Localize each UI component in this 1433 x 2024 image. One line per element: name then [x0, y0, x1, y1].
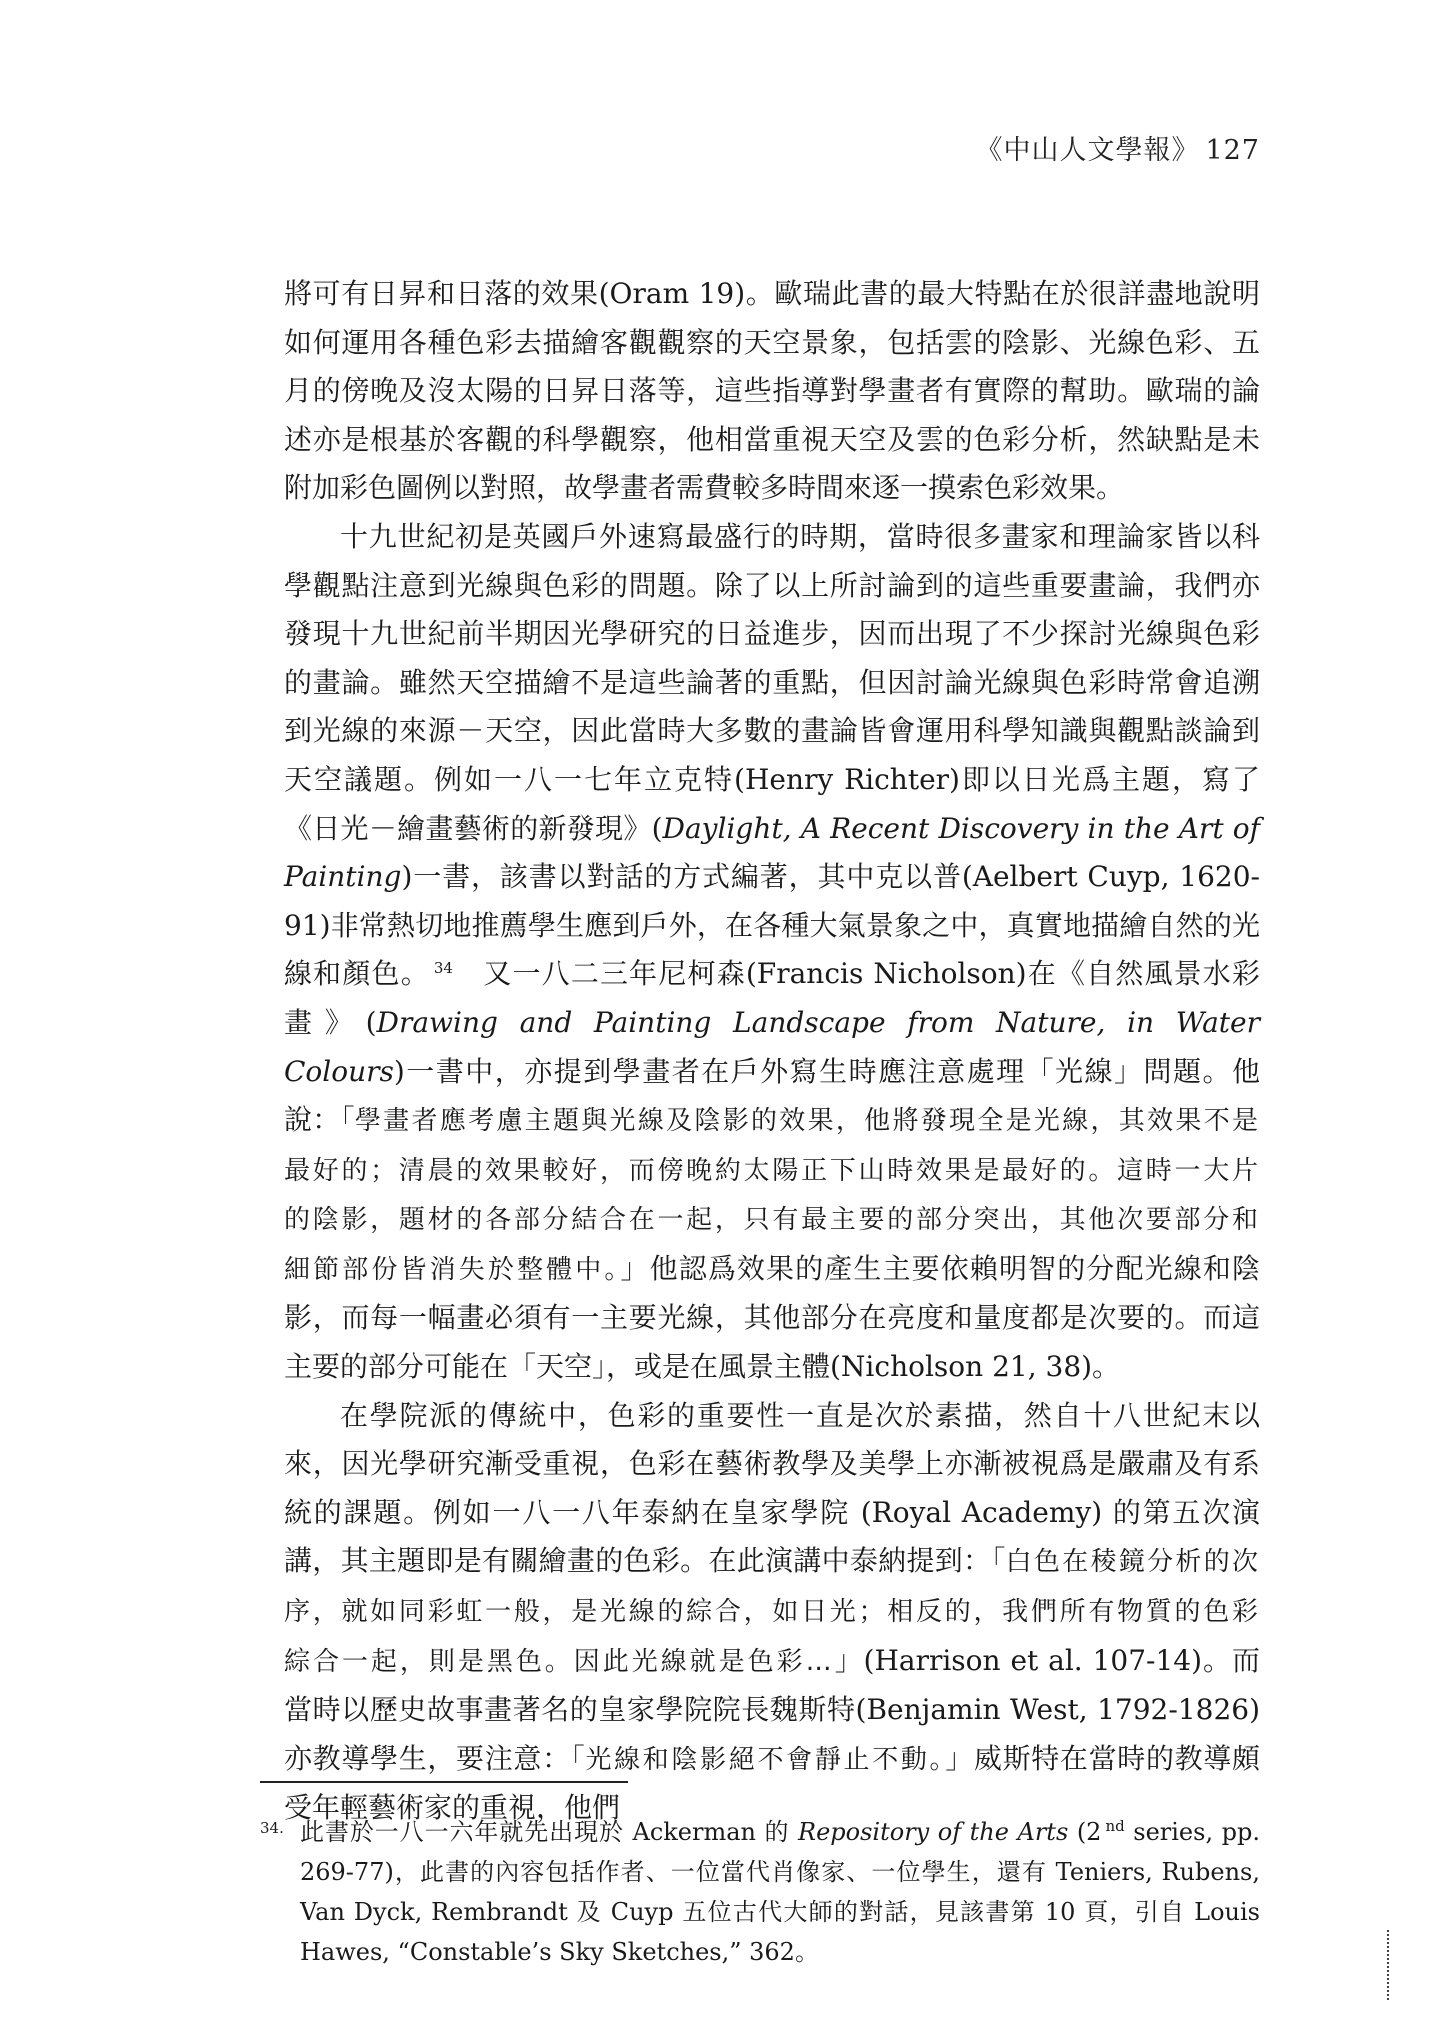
page-number: 127 [1205, 135, 1260, 166]
footnote-text [260, 1812, 1260, 1972]
text-run: 此書於一八一六年就先出現於 Ackerman 的 [300, 1818, 799, 1846]
text-run: 在學院派的傳統中，色彩的重要性一直是次於素描，然自十八世紀末以來，因光學研究漸受重視，色彩在藝術教學及美學上亦漸被視爲是嚴肅及有系統的課題。例如一八一八年泰納在皇家學院 (Royal Academy) 的第五次演講，其主題即是有關繪畫的色彩。在此演講中泰納提到：「 [284, 1398, 1260, 1578]
text-run: 」威斯特在當時的教導頗受年輕藝術家的重視，他們 [284, 1741, 1260, 1825]
text-run: )一書中，亦提到學畫者在戶外寫生時應注意處理「光線」問題。他說：「 [284, 1054, 1260, 1137]
text-run: 十九世紀初是英國戶外速寫最盛行的時期，當時很多畫家和理論家皆以科學觀點注意到光線與色彩的問題。除了以上所討論到的這些重要畫論，我們亦發現十九世紀前半期因光學研究的日益進步，因而出現了不少探討光線與色彩的畫論。雖然天空描繪不是這些論著的重點，但因討論光線與色彩時常會追溯到光線的來源－天空，因此當時大多數的畫論皆會運用科學知識與觀點談論到天空議題。例如一八一七年立克特(Henry Richter)即以日光爲主題，寫了《日光－繪畫藝術的新發現》( [284, 519, 1260, 845]
footnote-number: 34. [260, 1819, 284, 1837]
quotation: 白色在稜鏡分析的次序，就如同彩虹一般，是光線的綜合，如日光；相反的，我們所有物質的色彩綜合一起，則是黑色。因此光線就是色彩… [284, 1547, 1260, 1677]
text-run: (2 [1068, 1818, 1102, 1846]
book-title: Daylight, A Recent Discovery in the Art of Painting [284, 811, 1260, 894]
quotation: 光線和陰影絕不會靜止不動。 [585, 1744, 946, 1775]
footnote-marker: nd [1105, 1817, 1125, 1835]
journal-title: 《中山人文學報》 [975, 135, 1200, 166]
paragraph [284, 513, 1260, 1392]
text-run: 將可有日昇和日落的效果(Oram 19)。歐瑞此書的最大特點在於很詳盡地說明如何運用各種色彩去描繪客觀觀察的天空景象，包括雲的陰影、光線色彩、五月的傍晚及沒太陽的日昇日落等，這些指導對學畫者有實際的幫助。歐瑞的論述亦是根基於客觀的科學觀察，他相當重視天空及雲的色彩分析，然缺點是未附加彩色圖例以對照，故學畫者需費較多時間來逐一摸索色彩效果。 [284, 277, 1260, 505]
text-run: )一書，該書以對話的方式編著，其中克以普(Aelbert Cuyp, 1620-91)非常熱切地推薦學生應到戶外，在各種大氣景象之中，真實地描繪自然的光線和顏色。 [284, 860, 1260, 991]
footnote-marker: 34 [433, 958, 453, 977]
scan-margin-marks [1387, 1930, 1393, 2000]
text-run: series, pp. 269-77)，此書的內容包括作者、一位當代肖像家、一位學生，還有 Teniers, Rubens, Van Dyck, Rembrandt 及 Cuyp 五位古代大師的對話，見該書第 10 頁，引自 Louis Hawes, “Constable’s Sky Sketches,” 362。 [300, 1818, 1260, 1966]
body-text [284, 270, 1260, 1833]
text-run: 」他認爲效果的產生主要依賴明智的分配光線和陰影，而每一幅畫必須有一主要光線，其他部分在亮度和量度都是次要的。而這主要的部分可能在「天空」，或是在風景主體(Nicholson 21, 38)。 [284, 1251, 1260, 1384]
text-run: 」(Harrison et al. 107-14)。而當時以歷史故事畫著名的皇家學院院長魏斯特(Benjamin West, 1792-1826)亦教導學生，要注意：「 [284, 1643, 1260, 1775]
running-header [975, 128, 1260, 167]
text-run: 又一八二三年尼柯森(Francis Nicholson)在《自然風景水彩畫》( [284, 957, 1260, 1039]
paragraph [284, 1392, 1260, 1833]
footnote-rule [260, 1781, 628, 1783]
paragraph [284, 270, 1260, 513]
quotation: 學畫者應考慮主題與光線及陰影的效果，他將發現全是光線，其效果不是最好的；清晨的效果較好，而傍晚約太陽正下山時效果是最好的。這時一大片的陰影，題材的各部分結合在一起，只有最主要的部分突出，其他次要部分和細節部份皆消失於整體中。 [284, 1106, 1260, 1285]
book-title: Repository of the Arts [798, 1818, 1069, 1846]
book-title: Drawing and Painting Landscape from Nature, in Water Colours [284, 1005, 1260, 1088]
footnote [260, 1812, 1260, 1972]
